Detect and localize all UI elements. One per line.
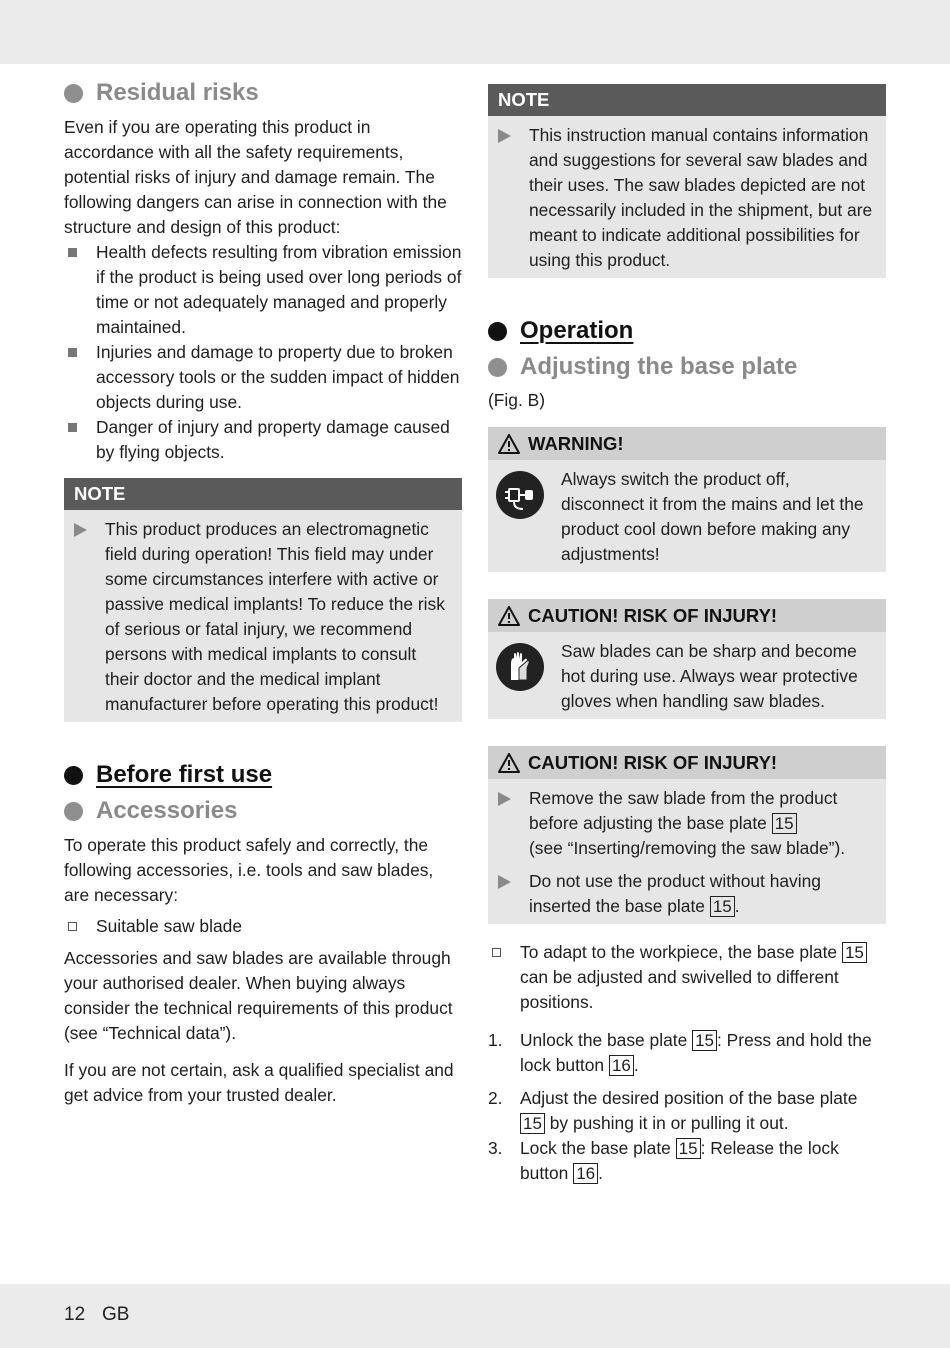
square-bullet-icon — [68, 248, 77, 257]
right-column — [488, 84, 886, 1186]
step-item: 3. Lock the base plate 15 : Release the lock button 16 . — [488, 1138, 839, 1183]
accessories-heading: Accessories — [64, 796, 462, 826]
caution-label: CAUTION! RISK OF INJURY! — [528, 605, 778, 626]
note-box-emf — [64, 478, 462, 722]
residual-intro: Even if you are operating this product in accordance with all the safety requirements, potential risks of injury and damage remain. The following dangers can arise in connection with the structure and design of this product: — [64, 117, 447, 237]
residual-bullet-list — [64, 240, 462, 465]
note-box-saw-blades — [488, 84, 886, 278]
note-text: This instruction manual contains information and suggestions for several saw blades and their uses. The saw blades depicted are not necessarily included in the shipment, but are meant to indicate additional possibilities for using this product. — [529, 125, 873, 270]
part-number-badge: 15 — [520, 1113, 545, 1134]
steps-list — [488, 1028, 886, 1186]
list-item: Danger of injury and property damage caused by flying objects. — [64, 415, 462, 465]
language-code: GB — [102, 1304, 130, 1325]
gloves-icon — [496, 643, 544, 691]
page-number: 12 — [64, 1304, 86, 1325]
note-label: NOTE — [488, 84, 886, 116]
adjusting-heading: Adjusting the base plate — [488, 352, 886, 382]
checkbox-bullet-icon — [492, 948, 501, 957]
caution-box-gloves — [488, 599, 886, 719]
accessories-para1: Accessories and saw blades are available through your authorised dealer. When buying always consider the technical requirements of this product (see “Technical data”). — [64, 948, 453, 1043]
arrow-right-icon — [498, 123, 529, 273]
warning-triangle-icon — [498, 606, 520, 626]
step-item: 2. Adjust the desired position of the base plate 15 by pushing it in or pulling it out. — [488, 1088, 858, 1133]
top-band — [0, 0, 950, 64]
caution-text: Saw blades can be sharp and become hot during use. Always wear protective gloves when handling saw blades. — [561, 641, 858, 711]
warning-triangle-icon — [498, 434, 520, 454]
accessories-intro: To operate this product safely and correctly, the following accessories, i.e. tools and saw blades, are necessary: — [64, 835, 434, 905]
warning-triangle-icon — [498, 753, 520, 773]
residual-risks-heading: Residual risks — [64, 78, 462, 108]
list-item: Injuries and damage to property due to broken accessory tools or the sudden impact of hidden objects during use. — [64, 340, 462, 415]
arrow-right-icon — [74, 517, 105, 717]
list-item: Health defects resulting from vibration emission if the product is being used over long periods of time or not adequately managed and properly maintained. — [64, 240, 462, 340]
step-item: 1. Unlock the base plate 15 : Press and hold the lock button 16 . — [488, 1030, 872, 1075]
bullet-dot-icon — [488, 322, 507, 341]
unplug-icon — [496, 471, 544, 519]
square-bullet-icon — [68, 423, 77, 432]
warning-box — [488, 427, 886, 572]
note-label: NOTE — [64, 478, 462, 510]
list-item: Remove the saw blade from the product before adjusting the base plate 15 (see “Inserting/removing the saw blade”). — [498, 786, 876, 861]
before-first-use-heading: Before first use — [64, 760, 462, 790]
warning-text: Always switch the product off, disconnect it from the mains and let the product cool down before making any adjustments! — [561, 469, 864, 564]
accessories-para2: If you are not certain, ask a qualified specialist and get advice from your trusted dealer. — [64, 1060, 454, 1105]
bullet-dot-icon — [64, 802, 83, 821]
arrow-right-icon — [498, 786, 529, 861]
footer-band — [0, 1284, 950, 1348]
part-number-badge: 15 — [772, 813, 797, 834]
part-number-badge: 16 — [573, 1163, 598, 1184]
operation-heading: Operation — [488, 316, 886, 346]
part-number-badge: 15 — [692, 1030, 717, 1051]
list-item: Suitable saw blade — [64, 914, 462, 939]
arrow-right-icon — [498, 869, 529, 919]
bullet-dot-icon — [64, 84, 83, 103]
bullet-dot-icon — [64, 766, 83, 785]
part-number-badge: 16 — [609, 1055, 634, 1076]
warning-label: WARNING! — [528, 433, 624, 454]
checkbox-bullet-icon — [68, 922, 77, 931]
square-bullet-icon — [68, 348, 77, 357]
part-number-badge: 15 — [676, 1138, 701, 1159]
list-item: Do not use the product without having inserted the base plate 15 . — [498, 869, 876, 919]
left-column — [64, 78, 462, 1108]
note-text: This product produces an electromagnetic field during operation! This field may under some circumstances interfere with active or passive medical implants! To reduce the risk of serious or fatal injury, we recommend persons with medical implants to consult their doctor and the medical implant manufacturer before operating this product! — [105, 519, 445, 714]
list-item: To adapt to the workpiece, the base plate 15 can be adjusted and swivelled to different positions. — [488, 940, 886, 1015]
figure-reference: (Fig. B) — [488, 390, 546, 410]
part-number-badge: 15 — [710, 896, 735, 917]
bullet-dot-icon — [488, 358, 507, 377]
caution-box-base-plate — [488, 746, 886, 924]
part-number-badge: 15 — [842, 942, 867, 963]
caution-label: CAUTION! RISK OF INJURY! — [528, 752, 778, 773]
